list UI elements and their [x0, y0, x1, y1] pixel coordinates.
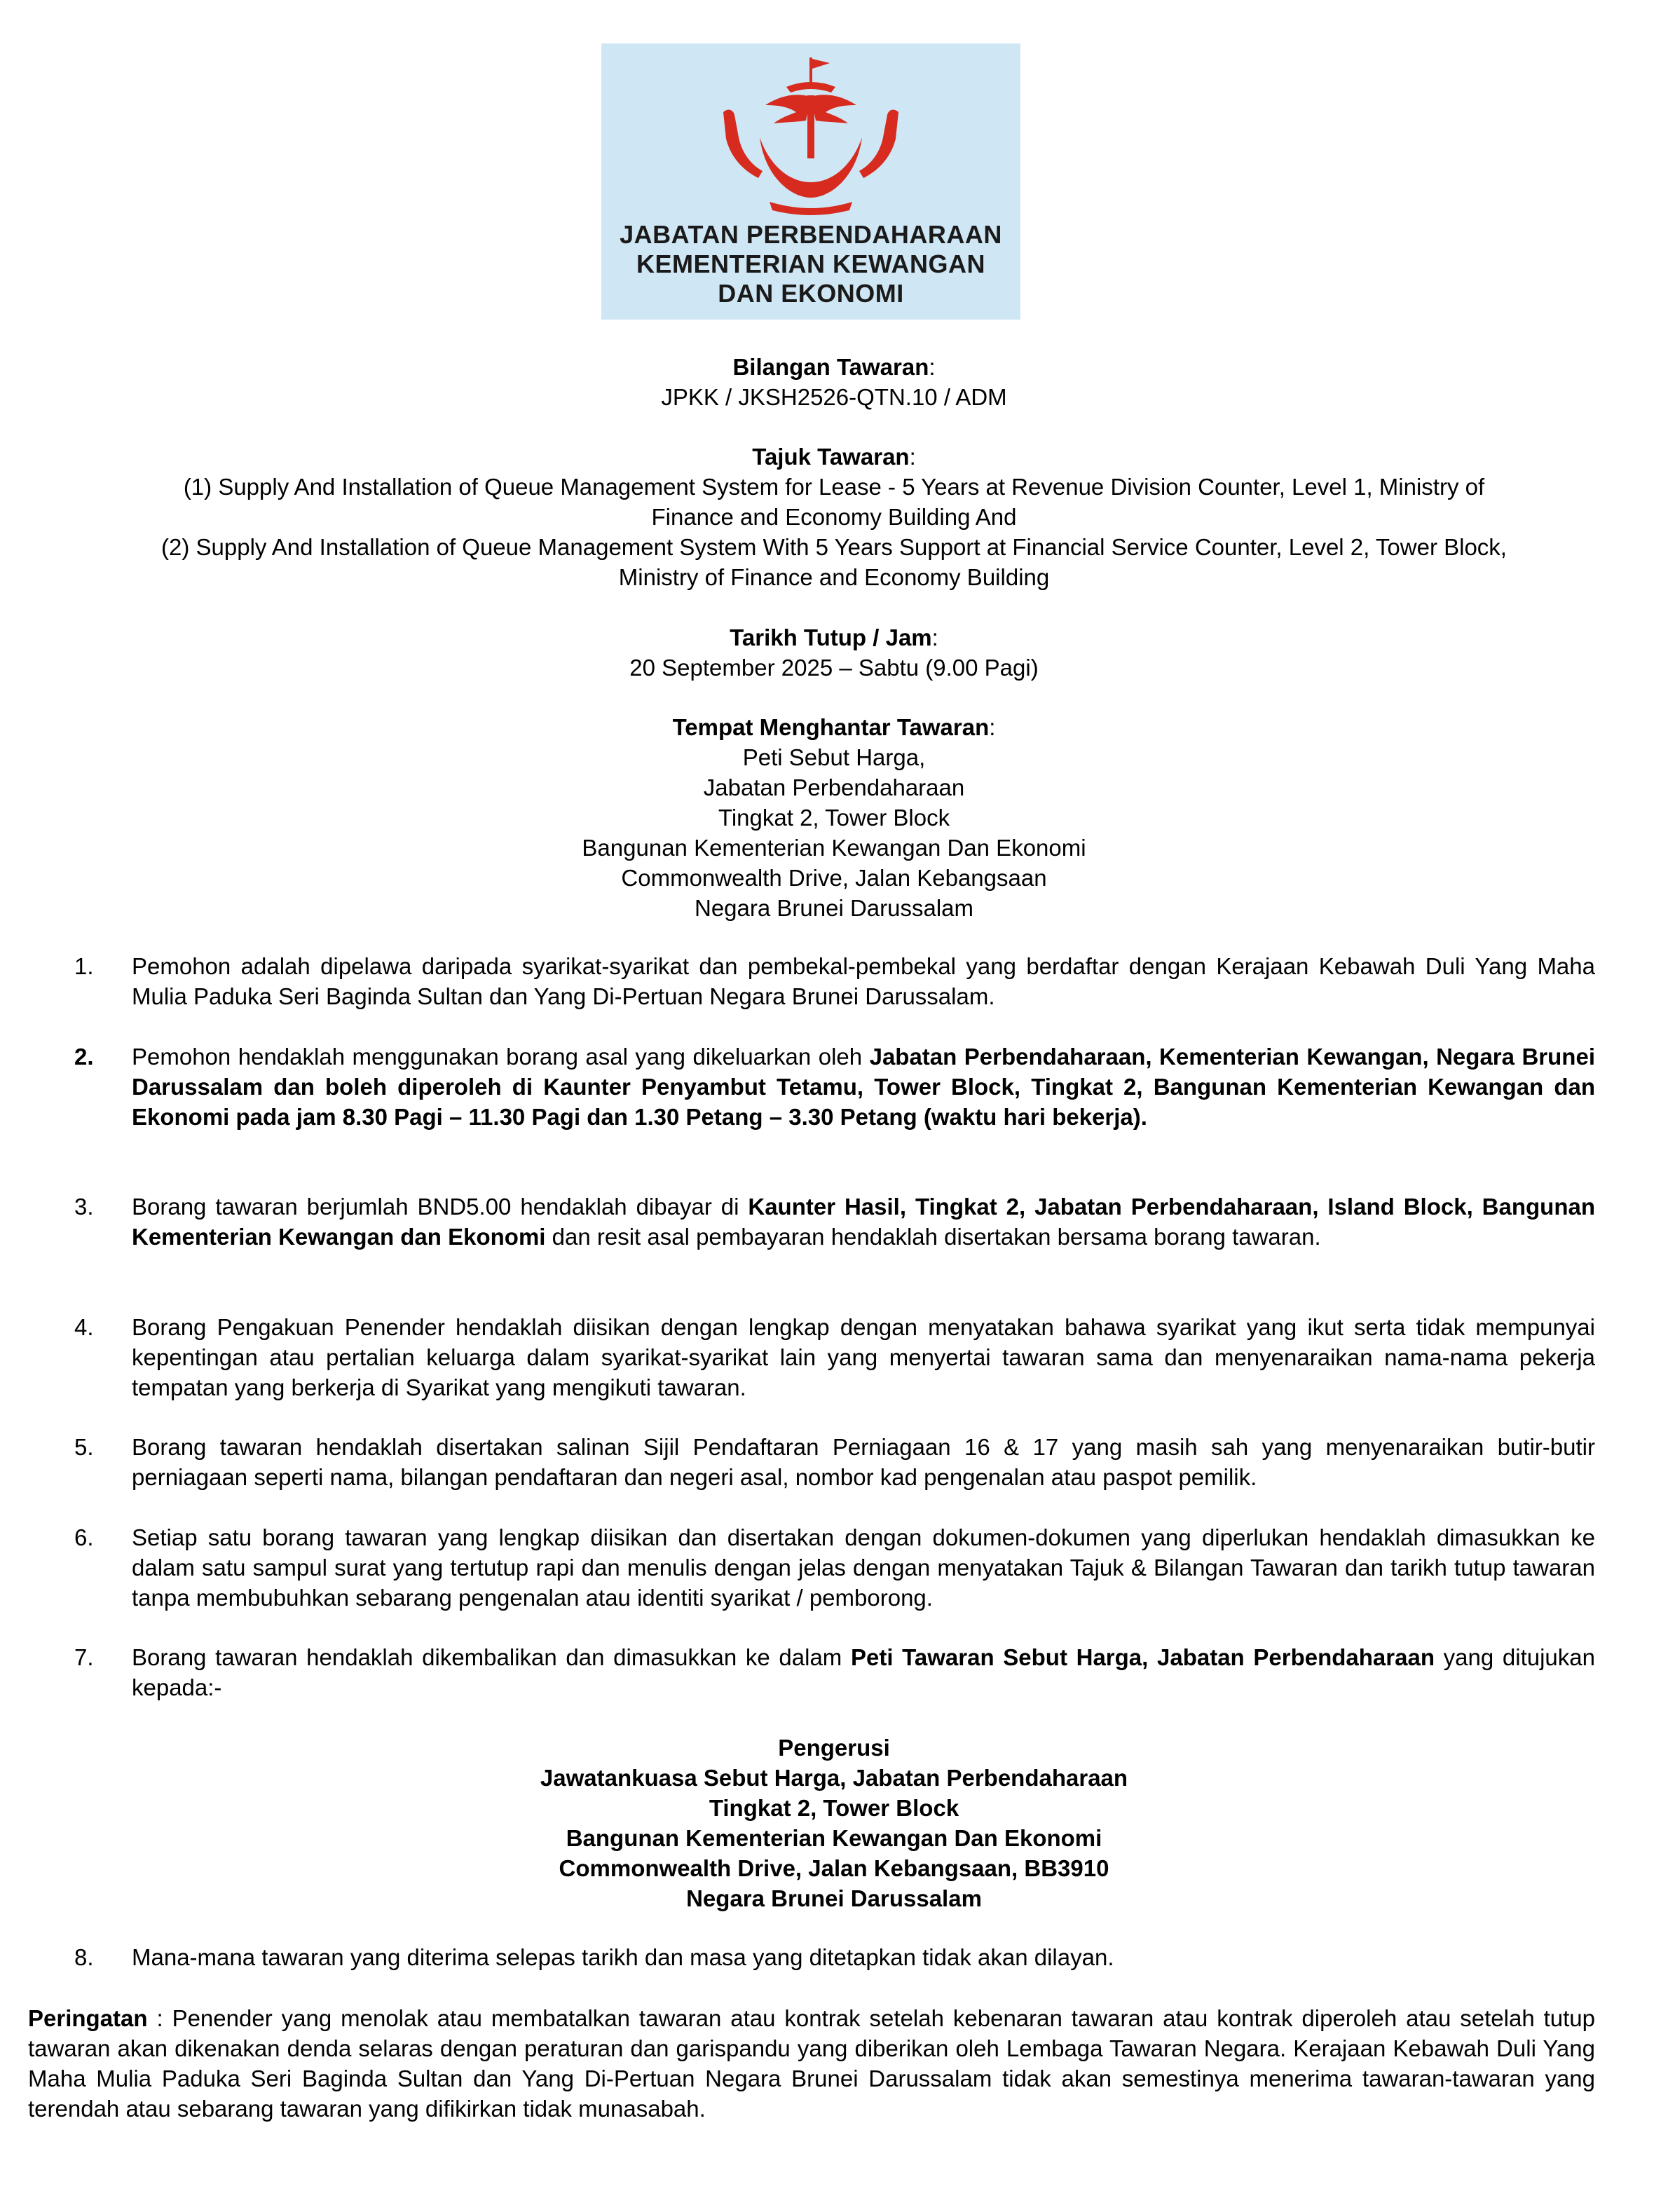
- item-number: 6.: [74, 1524, 94, 1550]
- warning-paragraph: [28, 2003, 1595, 2124]
- logo-line-2: KEMENTERIAN KEWANGAN: [636, 250, 985, 278]
- bilangan-section: Bilangan Tawaran: JPKK / JKSH2526-QTN.10 / ADM: [28, 352, 1640, 412]
- brunei-crest-icon: [713, 53, 908, 219]
- item-text: Borang tawaran hendaklah disertakan salinan Sijil Pendaftaran Perniagaan 16 & 17 yang masih sah yang menyenaraikan butir-butir perniagaan seperti nama, bilangan pendaftaran dan negeri asal, nombor kad pengenalan atau paspot pemilik.: [132, 1434, 1595, 1490]
- item-text-plain: yang ditujukan kepada:-: [132, 1644, 1595, 1700]
- tajuk-line: Finance and Economy Building And: [651, 504, 1017, 530]
- tarikh-value: 20 September 2025 – Sabtu (9.00 Pagi): [629, 655, 1039, 681]
- tempat-line: Jabatan Perbendaharaan: [703, 774, 965, 800]
- item-text: Mana-mana tawaran yang diterima selepas tarikh dan masa yang ditetapkan tidak akan dilayan.: [132, 1944, 1114, 1970]
- item-number: 1.: [74, 953, 94, 979]
- logo-text: [601, 220, 1020, 308]
- tarikh-label: Tarikh Tutup / Jam: [730, 624, 932, 650]
- item-number: 7.: [74, 1644, 94, 1670]
- item-number: 5.: [74, 1434, 94, 1460]
- address-line: Pengerusi: [778, 1735, 890, 1761]
- tempat-label: Tempat Menghantar Tawaran: [672, 714, 990, 740]
- item-text: [132, 1642, 1595, 1702]
- warning-text: : Penender yang menolak atau membatalkan tawaran atau kontrak setelah kebenaran tawaran atau kontrak diperoleh atau setelah tutup tawaran akan dikenakan denda selaras dengan peraturan dan garispandu yang diberikan oleh Lembaga Tawaran Negara. Kerajaan Kebawah Duli Yang Maha Mulia Paduka Seri Baginda Sultan dan Yang Di-Pertuan Negara Brunei Darussalam tidak akan semestinya menerima tawaran-tawaran yang terendah atau sebarang tawaran yang difikirkan tidak munasabah.: [28, 2005, 1595, 2122]
- tempat-section: Tempat Menghantar Tawaran: Peti Sebut Harga, Jabatan Perbendaharaan Tingkat 2, Tower Block Bangunan Kementerian Kewangan Dan Ekonomi Commonwealth Drive, Jalan Kebangsaan Negara Brunei Darussalam: [28, 712, 1640, 923]
- item-text: [132, 1192, 1595, 1252]
- item-text-bold: Peti Tawaran Sebut Harga, Jabatan Perbendaharaan: [850, 1644, 1435, 1670]
- tarikh-section: Tarikh Tutup / Jam: 20 September 2025 – Sabtu (9.00 Pagi): [28, 622, 1640, 683]
- item-text: Borang Pengakuan Penender hendaklah diisikan dengan lengkap dengan menyatakan bahawa syarikat yang ikut serta tidak mempunyai kepentingan atau pertalian keluarga dalam syarikat-syarikat lain yang menyertai tawaran sama dan menyenaraikan nama-nama pekerja tempatan yang berkerja di Syarikat yang mengikuti tawaran.: [132, 1314, 1595, 1400]
- item-text-bold: Kaunter Hasil, Tingkat 2, Jabatan Perbendaharaan, Island Block, Bangunan Kementerian Kewangan dan Ekonomi: [132, 1194, 1595, 1250]
- tajuk-label: Tajuk Tawaran: [752, 444, 910, 470]
- bilangan-value: JPKK / JKSH2526-QTN.10 / ADM: [661, 384, 1007, 410]
- item-number: 8.: [74, 1944, 94, 1970]
- item-number: 2.: [74, 1044, 94, 1070]
- tempat-line: Bangunan Kementerian Kewangan Dan Ekonomi: [582, 835, 1086, 861]
- tempat-line: Peti Sebut Harga,: [742, 744, 926, 770]
- department-logo: [601, 43, 1020, 320]
- tajuk-line: Ministry of Finance and Economy Building: [618, 564, 1050, 590]
- logo-line-1: JABATAN PERBENDAHARAAN: [620, 220, 1002, 249]
- item-text: [132, 1042, 1595, 1132]
- item-text: Pemohon adalah dipelawa daripada syarikat-syarikat dan pembekal-pembekal yang berdaftar dengan Kerajaan Kebawah Duli Yang Maha Mulia Paduka Seri Baginda Sultan dan Yang Di-Pertuan Negara Brunei Darussalam.: [132, 953, 1595, 1009]
- bilangan-label: Bilangan Tawaran: [732, 354, 929, 380]
- warning-label: Peringatan: [28, 2005, 148, 2031]
- item-text-plain: dan resit asal pembayaran hendaklah disertakan bersama borang tawaran.: [545, 1224, 1321, 1250]
- address-block: [0, 1733, 1668, 1913]
- address-line: Jawatankuasa Sebut Harga, Jabatan Perbendaharaan: [540, 1765, 1128, 1791]
- tajuk-section: Tajuk Tawaran: (1) Supply And Installation of Queue Management System for Lease - 5 Years at Revenue Division Counter, Level 1, Ministry of Finance and Economy Building And (2) Supply And Installation of Queue Management System With 5 Years Support at Financial Service Counter, Level 2, Tower Block, Ministry of Finance and Economy Building: [28, 442, 1640, 592]
- logo-line-3: DAN EKONOMI: [718, 279, 904, 308]
- tajuk-line: (1) Supply And Installation of Queue Management System for Lease - 5 Years at Revenue Division Counter, Level 1, Ministry of: [183, 474, 1485, 500]
- tempat-line: Negara Brunei Darussalam: [694, 895, 973, 921]
- item-text-plain: Borang tawaran berjumlah BND5.00 hendaklah dibayar di: [132, 1194, 748, 1220]
- tempat-line: Commonwealth Drive, Jalan Kebangsaan: [621, 865, 1047, 891]
- item-number: 3.: [74, 1194, 94, 1220]
- item-text-plain: Pemohon hendaklah menggunakan borang asal yang dikeluarkan oleh: [132, 1044, 870, 1070]
- item-text-bold: Jabatan Perbendaharaan, Kementerian Kewangan, Negara Brunei Darussalam dan boleh diperoleh di Kaunter Penyambut Tetamu, Tower Block, Tingkat 2, Bangunan Kementerian Kewangan dan Ekonomi pada jam 8.30 Pagi – 11.30 Pagi dan 1.30 Petang – 3.30 Petang (waktu hari bekerja).: [132, 1044, 1595, 1130]
- address-line: Commonwealth Drive, Jalan Kebangsaan, BB3910: [559, 1855, 1109, 1881]
- tajuk-line: (2) Supply And Installation of Queue Management System With 5 Years Support at Financial Service Counter, Level 2, Tower Block,: [161, 534, 1507, 560]
- tempat-line: Tingkat 2, Tower Block: [718, 805, 950, 831]
- address-line: Bangunan Kementerian Kewangan Dan Ekonomi: [566, 1825, 1102, 1851]
- item-text: Setiap satu borang tawaran yang lengkap diisikan dan disertakan dengan dokumen-dokumen yang diperlukan hendaklah dimasukkan ke dalam satu sampul surat yang tertutup rapi dan menulis dengan jelas dengan menyatakan Tajuk & Bilangan Tawaran dan tarikh tutup tawaran tanpa membubuhkan sebarang pengenalan atau identiti syarikat / pemborong.: [132, 1524, 1595, 1611]
- item-text-plain: Borang tawaran hendaklah dikembalikan dan dimasukkan ke dalam: [132, 1644, 851, 1670]
- address-line: Tingkat 2, Tower Block: [709, 1795, 959, 1821]
- address-line: Negara Brunei Darussalam: [686, 1885, 982, 1911]
- item-number: 4.: [74, 1314, 94, 1340]
